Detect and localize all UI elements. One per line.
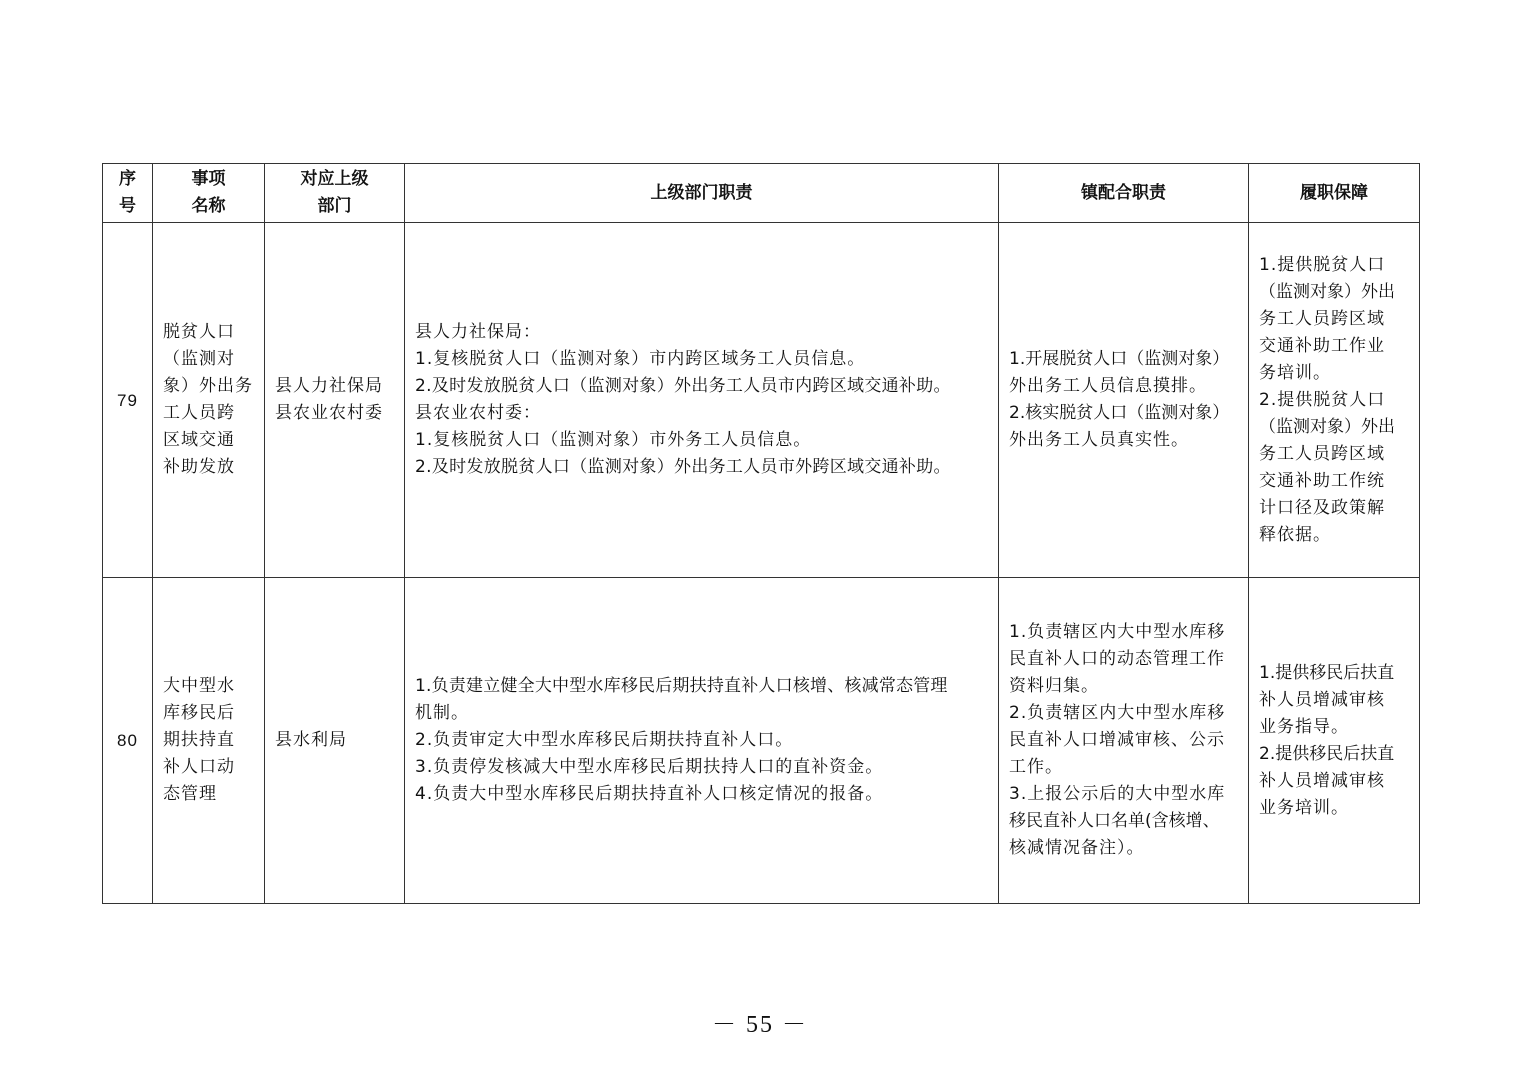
performance-guarantee [1249, 578, 1420, 904]
guarantee-line: 交通补助工作业 [1259, 335, 1385, 356]
header-upper-duty: 上级部门职责 [405, 164, 999, 223]
guarantee-line: 释依据。 [1259, 524, 1331, 545]
upper-duty-line: 1.负责建立健全大中型水库移民后期扶持直补人口核增、核减常态管理 [415, 676, 948, 696]
guarantee-line: 1.提供脱贫人口 [1259, 254, 1386, 275]
item-name-line: 脱贫人口 [163, 322, 235, 342]
header-name-line: 名称 [191, 196, 226, 216]
guarantee-line: 业务培训。 [1259, 797, 1349, 818]
town-duty-line: 工作。 [1009, 757, 1063, 777]
item-name-line: （监测对 [163, 349, 235, 369]
table-row [103, 578, 1420, 904]
guarantee-line: 务工人员跨区域 [1259, 308, 1385, 329]
upper-duty-line: 2.负责审定大中型水库移民后期扶持直补人口。 [415, 730, 794, 750]
guarantee-line: 业务指导。 [1259, 716, 1349, 737]
upper-duty-line: 4.负责大中型水库移民后期扶持直补人口核定情况的报备。 [415, 784, 884, 804]
guarantee-line: 交通补助工作统 [1259, 470, 1385, 491]
header-dept [265, 164, 405, 223]
guarantee-line: 1.提供移民后扶直 [1259, 662, 1395, 683]
guarantee-line: 计口径及政策解 [1259, 497, 1385, 518]
header-name-line: 事项 [191, 169, 226, 189]
upper-duty-line: 县农业农村委： [415, 403, 541, 423]
item-name-line: 期扶持直 [163, 730, 235, 750]
town-duty-line: 2.核实脱贫人口（监测对象） [1009, 403, 1230, 423]
upper-duty-line: 县人力社保局： [415, 322, 541, 342]
header-no [103, 164, 153, 223]
performance-guarantee [1249, 223, 1420, 578]
town-duty-line: 核减情况备注）。 [1009, 838, 1145, 858]
upper-duty-line: 1.复核脱贫人口（监测对象）市外务工人员信息。 [415, 430, 812, 450]
upper-department [265, 578, 405, 904]
item-name-line: 大中型水 [163, 676, 235, 696]
town-duty [999, 578, 1249, 904]
guarantee-line: （监测对象）外出 [1259, 416, 1395, 437]
header-name [153, 164, 265, 223]
header-guarantee: 履职保障 [1249, 164, 1420, 223]
town-duty-line: 2.负责辖区内大中型水库移 [1009, 703, 1226, 723]
guarantee-line: 2.提供移民后扶直 [1259, 743, 1395, 764]
guarantee-line: 务工人员跨区域 [1259, 443, 1385, 464]
upper-duty-line: 1.复核脱贫人口（监测对象）市内跨区域务工人员信息。 [415, 349, 866, 369]
header-dept-line: 对应上级 [300, 169, 369, 189]
town-duty-line: 1.负责辖区内大中型水库移 [1009, 622, 1226, 642]
town-duty-line: 外出务工人员信息摸排。 [1009, 376, 1207, 396]
item-name-line: 工人员跨 [163, 403, 235, 423]
item-name-line: 态管理 [163, 784, 217, 804]
table-row [103, 223, 1420, 578]
department-line: 县水利局 [275, 730, 347, 750]
upper-duty-line: 2.及时发放脱贫人口（监测对象）外出务工人员市内跨区域交通补助。 [415, 376, 951, 396]
town-duty-line: 1.开展脱贫人口（监测对象） [1009, 349, 1230, 369]
page-number: － 55 － [712, 1012, 808, 1038]
item-name-line: 补助发放 [163, 457, 235, 477]
guarantee-line: 补人员增减审核 [1259, 770, 1385, 791]
town-duty [999, 223, 1249, 578]
header-no-line: 序 [119, 169, 136, 189]
header-dept-line: 部门 [317, 196, 352, 216]
item-name-line: 补人口动 [163, 757, 235, 777]
department-line: 县人力社保局 [275, 376, 383, 396]
item-name [153, 578, 265, 904]
town-duty-line: 外出务工人员真实性。 [1009, 430, 1189, 450]
upper-duty-line: 2.及时发放脱贫人口（监测对象）外出务工人员市外跨区域交通补助。 [415, 457, 951, 477]
town-duty-line: 民直补人口增减审核、公示 [1009, 730, 1225, 750]
header-row [103, 164, 1420, 223]
row-number: 80 [103, 578, 153, 904]
guarantee-line: 补人员增减审核 [1259, 689, 1385, 710]
item-name [153, 223, 265, 578]
item-name-line: 象）外出务 [163, 376, 253, 396]
department-line: 县农业农村委 [275, 403, 383, 423]
town-duty-line: 资料归集。 [1009, 676, 1099, 696]
guarantee-line: （监测对象）外出 [1259, 281, 1395, 302]
town-duty-line: 移民直补人口名单(含核增、 [1009, 811, 1220, 831]
item-name-line: 区域交通 [163, 430, 235, 450]
header-no-line: 号 [119, 196, 136, 216]
town-duty-line: 3.上报公示后的大中型水库 [1009, 784, 1226, 804]
upper-duty [405, 578, 999, 904]
item-name-line: 库移民后 [163, 703, 235, 723]
upper-duty-line: 机制。 [415, 703, 469, 723]
guarantee-line: 2.提供脱贫人口 [1259, 389, 1386, 410]
upper-duty-line: 3.负责停发核减大中型水库移民后期扶持人口的直补资金。 [415, 757, 884, 777]
duty-table [102, 163, 1420, 904]
town-duty-line: 民直补人口的动态管理工作 [1009, 649, 1225, 669]
upper-duty [405, 223, 999, 578]
header-town-duty: 镇配合职责 [999, 164, 1249, 223]
upper-department [265, 223, 405, 578]
guarantee-line: 务培训。 [1259, 362, 1331, 383]
row-number: 79 [103, 223, 153, 578]
